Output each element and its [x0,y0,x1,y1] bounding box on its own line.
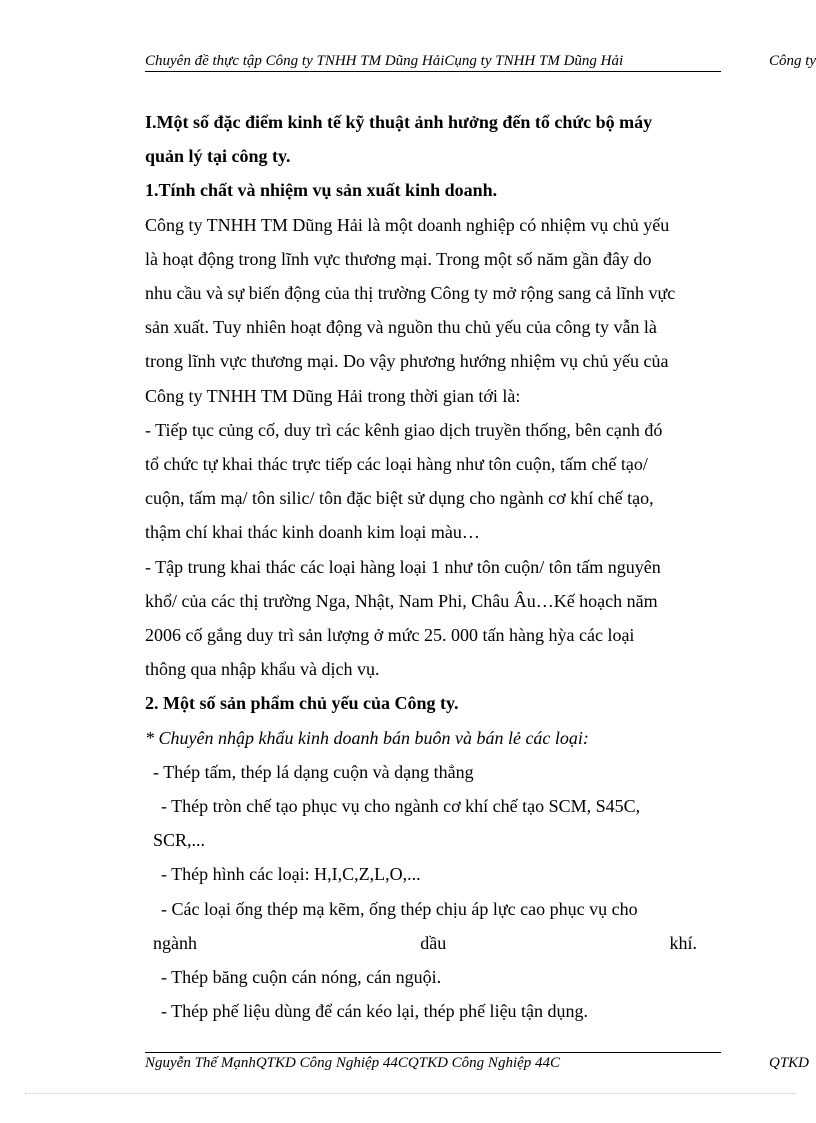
paragraph-line: thông qua nhập khẩu và dịch vụ. [145,659,380,680]
subsection-heading-2: 2. Một số sản phẩm chủ yếu của Công ty. [145,693,459,714]
italic-intro-line: * Chuyên nhập khẩu kinh doanh bán buôn và bán lẻ các loại: [145,727,589,748]
paragraph-line: cuộn, tấm mạ/ tôn silic/ tôn đặc biệt sử dụng cho ngành cơ khí chế tạo, [145,488,654,509]
paragraph-line: tổ chức tự khai thác trực tiếp các loại hàng như tôn cuộn, tấm chế tạo/ [145,454,648,475]
list-item: - Thép phế liệu dùng để cán kéo lại, thép phế liệu tận dụng. [161,1001,589,1022]
paragraph-line: sản xuất. Tuy nhiên hoạt động và nguồn thu chủ yếu của công ty vẫn là [145,317,657,338]
paragraph-line: nhu cầu và sự biến động của thị trường Công ty mở rộng sang cả lĩnh vực [145,283,676,304]
running-header-title: Chuyên đề thực tập Công ty TNHH TM Dũng HảiCụng ty TNHH TM Dũng Hải [145,53,624,69]
list-item: - Thép hình các loại: H,I,C,Z,L,O,... [161,864,421,885]
list-item: - Thép tròn chế tạo phục vụ cho ngành cơ khí chế tạo SCM, S45C, [161,796,641,817]
running-footer-right: QTKD [769,1055,810,1071]
list-item: - Thép băng cuộn cán nóng, cán nguội. [161,967,442,988]
paragraph-line: 2006 cố gắng duy trì sản lượng ở mức 25. 000 tấn hàng hỳa các loại [145,625,635,646]
justified-word: ngành [153,932,197,953]
document-body [145,105,697,1028]
paragraph-line: Công ty TNHH TM Dũng Hải trong thời gian tới là: [145,385,521,406]
paragraph-line: trong lĩnh vực thương mại. Do vậy phương hướng nhiệm vụ chủ yếu của [145,351,669,372]
paragraph-line: - Tập trung khai thác các loại hàng loại 1 như tôn cuộn/ tôn tấm nguyên [145,556,661,577]
page-bottom-dotted-border [25,1093,795,1094]
header-rule [145,71,721,72]
paragraph-line: Công ty TNHH TM Dũng Hải là một doanh nghiệp có nhiệm vụ chủ yếu [145,214,670,235]
section-heading-cont: quản lý tại công ty. [145,146,291,167]
section-heading: I.Một số đặc điểm kinh tế kỹ thuật ảnh hưởng đến tổ chức bộ máy [145,112,653,132]
paragraph-line: thậm chí khai thác kinh doanh kim loại màu… [145,522,480,543]
running-footer-author: Nguyễn Thế MạnhQTKD Công Nghiệp 44CQTKD Công Nghiệp 44C [145,1055,561,1071]
justified-word: dầu [420,932,447,953]
paragraph-line: khổ/ của các thị trường Nga, Nhật, Nam Phi, Châu Âu…Kế hoạch năm [145,590,658,611]
list-item-cont: SCR,... [153,830,206,851]
paragraph-line: là hoạt động trong lĩnh vực thương mại. Trong một số năm gần đây do [145,248,652,269]
list-item: - Các loại ống thép mạ kẽm, ống thép chịu áp lực cao phục vụ cho [161,898,638,919]
running-header-right: Công ty [769,53,816,69]
list-item: - Thép tấm, thép lá dạng cuộn và dạng thẳng [153,761,474,782]
subsection-heading-1: 1.Tính chất và nhiệm vụ sản xuất kinh doanh. [145,180,498,201]
paragraph-line: - Tiếp tục củng cố, duy trì các kênh giao dịch truyền thống, bên cạnh đó [145,419,663,440]
justified-word: khí. [669,932,697,953]
footer-rule [145,1052,721,1053]
list-item-cont-justified [145,926,697,960]
